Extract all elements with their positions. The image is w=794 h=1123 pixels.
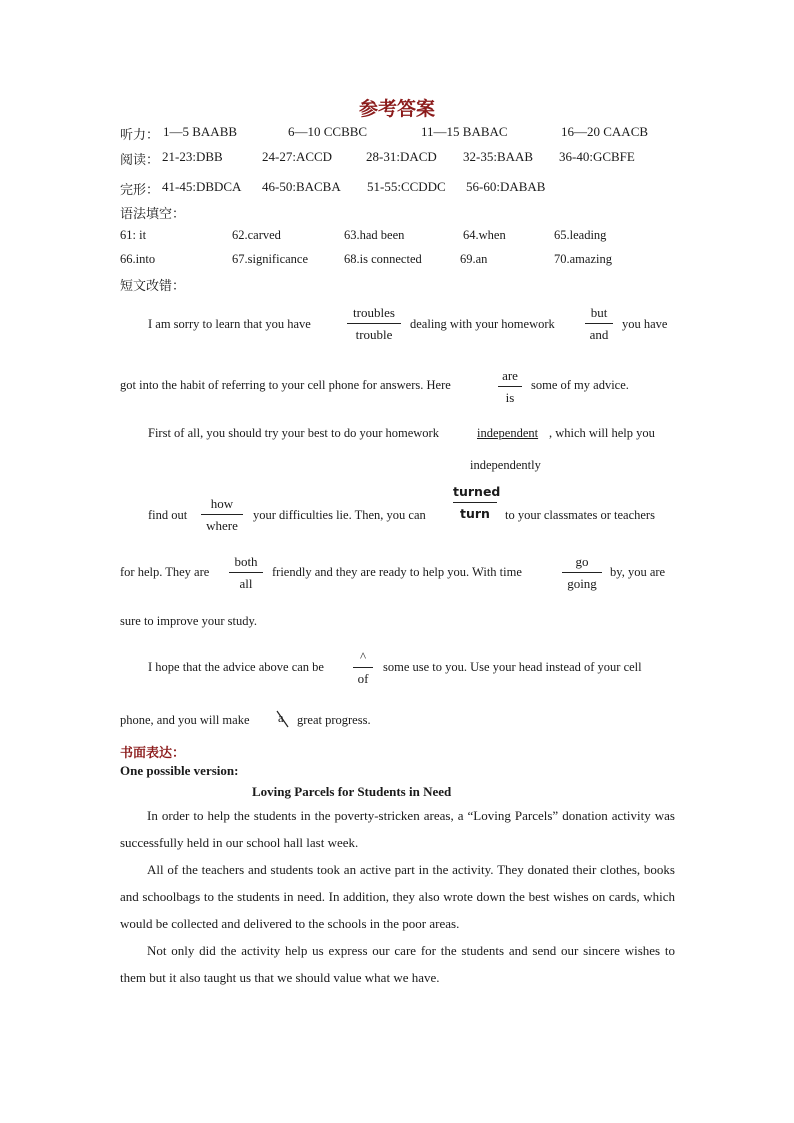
correction-error-word: independent — [477, 426, 539, 440]
correction-text: by, you are — [610, 565, 666, 579]
correction-text: phone, and you will make — [120, 713, 250, 727]
correction-text: your difficulties lie. Then, you can — [253, 508, 426, 522]
grammar-answer: 66.into — [120, 252, 156, 266]
grammar-answer: 69.an — [460, 252, 488, 266]
correction-text: some of my advice. — [531, 378, 629, 392]
page-title: 参考答案 — [358, 98, 435, 120]
listening-answer-3: 11—15 BABAC — [421, 124, 508, 139]
correction-text: First of all, you should try your best to do your homework — [148, 426, 439, 440]
grammar-answer: 65.leading — [554, 228, 607, 242]
correction-text: friendly and they are ready to help you. With time — [272, 565, 522, 579]
correction-fix: turned turn — [453, 484, 501, 521]
correction-fix: but and — [585, 306, 613, 342]
strike-icon — [275, 709, 291, 729]
correction-fix: go going — [562, 555, 602, 591]
reading-answer-1: 21-23:DBB — [162, 149, 223, 164]
correction-text: find out — [148, 508, 188, 522]
grammar-label: 语法填空： — [120, 207, 186, 222]
grammar-answer: 61: it — [120, 228, 147, 242]
reading-answer-4: 32-35:BAAB — [463, 149, 534, 164]
reading-answer-2: 24-27:ACCD — [262, 149, 333, 164]
correction-text: I am sorry to learn that you have — [148, 317, 311, 331]
correction-text: sure to improve your study. — [120, 614, 258, 628]
cloze-label: 完形： — [120, 183, 160, 198]
correction-fix: are is — [498, 369, 522, 405]
correction-text: great progress. — [297, 713, 371, 727]
essay-paragraph: Not only did the activity help us express our care for the students and send our sincere wishes to them but it also taught us that we should value what we have. — [120, 943, 675, 985]
correction-fix: troubles trouble — [347, 306, 401, 342]
cloze-answer-1: 41-45:DBDCA — [162, 179, 242, 194]
grammar-answer: 64.when — [463, 228, 506, 242]
cloze-answer-4: 56-60:DABAB — [466, 179, 546, 194]
grammar-answer: 68.is connected — [344, 252, 422, 266]
grammar-answer: 62.carved — [232, 228, 281, 242]
correction-delete-mark: a — [275, 709, 291, 729]
correction-text: got into the habit of referring to your cell phone for answers. Here — [120, 378, 451, 392]
version-label: One possible version: — [120, 763, 239, 778]
correction-text: dealing with your homework — [410, 317, 555, 331]
correction-fix: how where — [201, 497, 243, 533]
cloze-answer-2: 46-50:BACBA — [262, 179, 341, 194]
correction-fix: independently — [470, 458, 541, 472]
correction-text: , which will help you — [549, 426, 655, 440]
listening-label: 听力： — [120, 128, 160, 143]
writing-label: 书面表达： — [120, 746, 186, 761]
essay-title: Loving Parcels for Students in Need — [252, 784, 452, 799]
correction-text: to your classmates or teachers — [505, 508, 655, 522]
correction-label: 短文改错： — [120, 279, 186, 294]
grammar-answer: 63.had been — [344, 228, 405, 242]
correction-text: you have — [622, 317, 668, 331]
correction-text: I hope that the advice above can be — [148, 660, 324, 674]
grammar-answer: 67.significance — [232, 252, 309, 266]
correction-text: for help. They are — [120, 565, 210, 579]
correction-text: some use to you. Use your head instead of your cell — [383, 660, 642, 674]
essay-paragraph: All of the teachers and students took an active part in the activity. They donated their clothes, books and schoolbags to the students in need. In addition, they also wrote down the best wishes on cards, which would be collected and delivered to the schools in the poor areas. — [120, 862, 675, 931]
essay-paragraph: In order to help the students in the poverty-stricken areas, a “Loving Parcels” donation activity was successfully held in our school hall last week. — [120, 808, 675, 850]
listening-answer-2: 6—10 CCBBC — [288, 124, 368, 139]
reading-label: 阅读： — [120, 153, 160, 168]
reading-answer-3: 28-31:DACD — [366, 149, 437, 164]
reading-answer-5: 36-40:GCBFE — [559, 149, 635, 164]
correction-fix: both all — [229, 555, 263, 591]
listening-answer-1: 1—5 BAABB — [163, 124, 238, 139]
grammar-answer: 70.amazing — [554, 252, 612, 266]
listening-answer-4: 16—20 CAACB — [561, 124, 649, 139]
correction-fix: ^ of — [353, 650, 373, 686]
cloze-answer-3: 51-55:CCDDC — [367, 179, 446, 194]
